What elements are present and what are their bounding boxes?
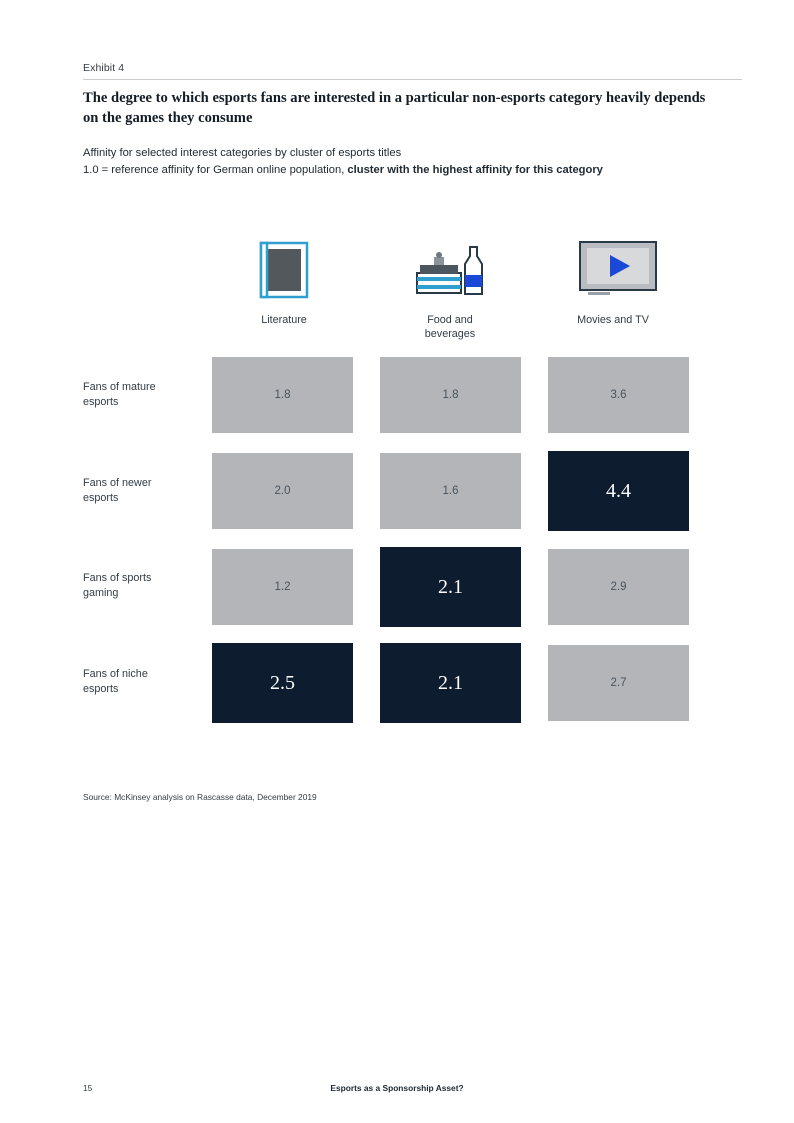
cell-sports-movies [548, 549, 689, 625]
cell-sports-food [380, 547, 521, 627]
cell-value: 2.1 [438, 671, 463, 694]
row-label-sports-gaming: Fans of sports gaming [83, 572, 152, 599]
column-header-literature: Literature [261, 314, 307, 326]
cell-newer-food [380, 453, 521, 529]
cell-mature-food [380, 357, 521, 433]
cell-value: 1.8 [274, 389, 291, 401]
food-and-beverages-icon [405, 235, 495, 305]
cell-value: 2.1 [438, 575, 463, 598]
cell-newer-literature [212, 453, 353, 529]
row-label-niche-esports: Fans of niche esports [83, 668, 148, 695]
footer-page-number: 15 [83, 1083, 93, 1093]
cell-value: 3.6 [610, 389, 627, 401]
subtitle-line-2-bold: cluster with the highest affinity for this category [347, 164, 603, 176]
cell-value: 1.6 [442, 485, 459, 497]
cell-niche-movies [548, 645, 689, 721]
footer-document-title: Esports as a Sponsorship Asset? [330, 1083, 464, 1093]
cell-value: 2.9 [610, 581, 627, 593]
cell-value: 2.0 [274, 485, 291, 497]
cell-mature-literature [212, 357, 353, 433]
cell-sports-literature [212, 549, 353, 625]
cell-newer-movies [548, 451, 689, 531]
chart-subtitle [83, 145, 723, 179]
header-divider [83, 79, 742, 80]
cell-mature-movies [548, 357, 689, 433]
cell-niche-food [380, 643, 521, 723]
television-icon [573, 235, 663, 305]
row-label-newer-esports: Fans of newer esports [83, 477, 152, 504]
cell-niche-literature [212, 643, 353, 723]
cell-value: 1.8 [442, 389, 459, 401]
subtitle-line-1: Affinity for selected interest categories by cluster of esports titles [83, 147, 402, 159]
subtitle-line-2-plain: 1.0 = reference affinity for German online population, [83, 164, 348, 176]
page-title: The degree to which esports fans are interested in a particular non-esports category heavily depends on the games they consume [83, 90, 706, 126]
exhibit-label: Exhibit 4 [83, 62, 125, 74]
column-header-movies-and-tv: Movies and TV [577, 314, 649, 326]
row-label-mature-esports: Fans of mature esports [83, 381, 156, 408]
book-icon [239, 235, 329, 305]
cell-value: 2.5 [270, 671, 295, 694]
source-note: Source: McKinsey analysis on Rascasse data, December 2019 [83, 792, 317, 802]
cell-value: 2.7 [610, 677, 627, 689]
affinity-heatmap [83, 225, 723, 735]
column-header-food-and-beverages: Food and beverages [424, 314, 476, 340]
cell-value: 1.2 [274, 581, 291, 593]
cell-value: 4.4 [606, 479, 631, 502]
